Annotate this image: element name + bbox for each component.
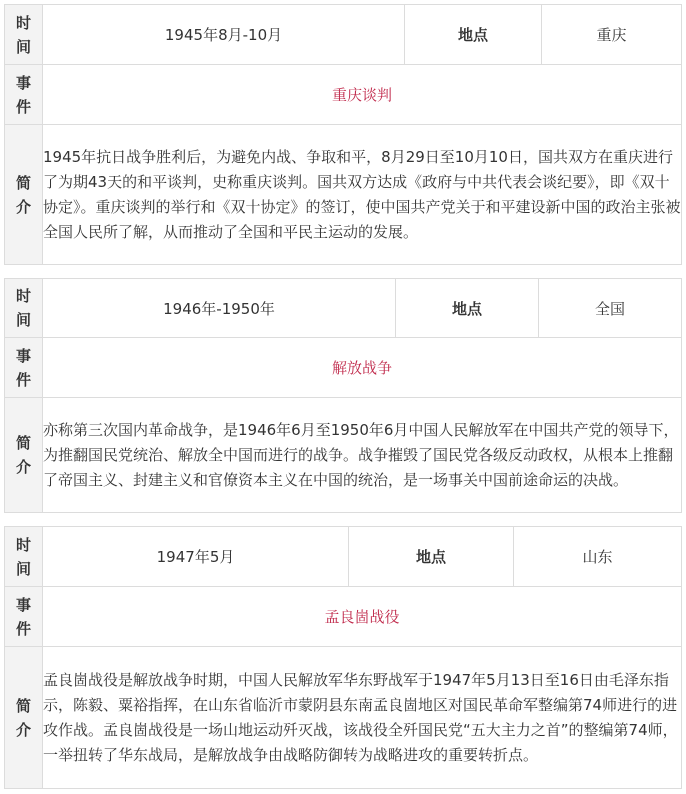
intro-label: 简 介 bbox=[5, 125, 43, 265]
event-label: 事 件 bbox=[5, 587, 43, 647]
event-name: 孟良崮战役 bbox=[43, 587, 682, 647]
event-card-liberation-war bbox=[4, 278, 682, 513]
time-label: 时 间 bbox=[5, 527, 43, 587]
intro-label: 简 介 bbox=[5, 647, 43, 789]
place-label: 地点 bbox=[349, 527, 514, 587]
event-name: 重庆谈判 bbox=[43, 65, 682, 125]
time-value: 1947年5月 bbox=[43, 527, 349, 587]
event-name: 解放战争 bbox=[43, 338, 682, 398]
intro-text: 亦称第三次国内革命战争，是1946年6月至1950年6月中国人民解放军在中国共产党的领导下，为推翻国民党统治、解放全中国而进行的战争。战争摧毁了国民党各级反动政权，从根本上推翻了帝国主义、封建主义和官僚资本主义在中国的统治，是一场事关中国前途命运的决战。 bbox=[43, 398, 682, 513]
event-card-chongqing bbox=[4, 4, 682, 265]
event-label: 事 件 bbox=[5, 338, 43, 398]
place-value: 全国 bbox=[539, 279, 682, 338]
time-label: 时 间 bbox=[5, 5, 43, 65]
event-label: 事 件 bbox=[5, 65, 43, 125]
place-value: 重庆 bbox=[542, 5, 682, 65]
event-card-menglianggu bbox=[4, 526, 682, 789]
time-value: 1946年-1950年 bbox=[43, 279, 396, 338]
intro-text: 1945年抗日战争胜利后，为避免内战、争取和平，8月29日至10月10日，国共双方在重庆进行了为期43天的和平谈判，史称重庆谈判。国共双方达成《政府与中共代表会谈纪要》，即《双十协定》。重庆谈判的举行和《双十协定》的签订，使中国共产党关于和平建设新中国的政治主张被全国人民所了解，从而推动了全国和平民主运动的发展。 bbox=[43, 125, 682, 265]
place-label: 地点 bbox=[396, 279, 539, 338]
place-label: 地点 bbox=[405, 5, 542, 65]
intro-label: 简 介 bbox=[5, 398, 43, 513]
time-label: 时 间 bbox=[5, 279, 43, 338]
place-value: 山东 bbox=[514, 527, 682, 587]
intro-text: 孟良崮战役是解放战争时期，中国人民解放军华东野战军于1947年5月13日至16日由毛泽东指示，陈毅、粟裕指挥，在山东省临沂市蒙阴县东南孟良崮地区对国民革命军整编第74师进行的进攻作战。孟良崮战役是一场山地运动歼灭战，该战役全歼国民党“五大主力之首”的整编第74师，一举扭转了华东战局，是解放战争由战略防御转为战略进攻的重要转折点。 bbox=[43, 647, 682, 789]
time-value: 1945年8月-10月 bbox=[43, 5, 405, 65]
